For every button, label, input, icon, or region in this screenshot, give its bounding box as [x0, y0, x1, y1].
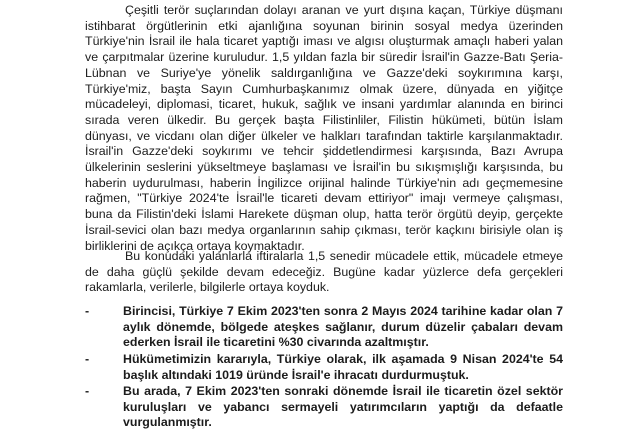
bullet-text: Hükümetimizin kararıyla, Türkiye olarak, ilk aşamada 9 Nisan 2024'te 54 başlık altındaki 1019 üründe İsrail'e ihracatı durdurmuştuk. — [123, 352, 563, 382]
bullet-item-2 — [85, 352, 563, 383]
statement-paragraph-2: Bu konudaki yalanlarla iftiralarla 1,5 senedir mücadele ettik, mücadele etmeye de daha güçlü şekilde devam edeceğiz. Bugüne kadar yüzlerce defa gerçekleri rakamlarla, verilerle, bilgilerle ortaya koyduk. — [85, 249, 563, 295]
bullet-item-3 — [85, 384, 563, 431]
bullet-dash: - — [85, 304, 90, 318]
bullet-dash: - — [85, 384, 90, 398]
statement-paragraph-1: Çeşitli terör suçlarından dolayı aranan ve yurt dışına kaçan, Türkiye düşmanı istihbarat örgütlerinin etki ajanlığına soyunan birinin sosyal medya üzerinden Türkiye'nin İsrail ile hala ticaret yaptığı iması ve algısı oluşturmak amaçlı haberi yalan ve çarpıtmalar üzerine kuruludur. 1,5 yıldan fazla bir süredir İsrail'in Gazze-Batı Şeria-Lübnan ve Suriye'ye yönelik saldırganlığına ve Gazze'deki soykırımına karşı, Türkiye'miz, başta Sayın Cumhurbaşkanımız olmak üzere, dünyada en yiğitçe mücadeleyi, diplomasi, ticaret, hukuk, sağlık ve insani yardımlar alanında en birinci sırada veren ülkedir. Bu gerçek başta Filistinliler, Filistin hükümeti, bütün İslam dünyası, ve vicdanı olan diğer ülkeler ve halkları tarafından taktirle karşılanmaktadır. İsrail'in Gazze'deki soykırımı ve tehcir şiddetlendirmesi karşısında, Bazı Avrupa ülkelerinin seslerini yükseltmeye başlaması ve İsrail'in bu sıkışmışlığı karşısında, bu haberin uydurulması, haberin İngilizce orijinal halinde Türkiye'nin adı geçmemesine rağmen, "Türkiye 2024'te İsrail'le ticareti devam ettiriyor" imajı vermeye çalışması, buna da Filistin'deki İslami Harekete düşman olup, hatta terör örgütü deyip, gerçekte İsrail-sevici olan bazı medya organlarının sahip çıkması, terör kaçkını birisiyle olan iş birliklerini de açıkça ortaya koymaktadır. — [85, 3, 563, 253]
bullet-dash: - — [85, 352, 90, 366]
bullet-text: Birincisi, Türkiye 7 Ekim 2023'ten sonra 2 Mayıs 2024 tarihine kadar olan 7 aylık dönemde, bölgede ateşkes sağlanır, durum düzelir çabaları devam ederken İsrail ile ticaretini %30 civarında azaltmıştır. — [123, 304, 563, 350]
bullet-item-1 — [85, 304, 563, 351]
bullet-text: Bu arada, 7 Ekim 2023'ten sonraki dönemde İsrail ile ticaretin özel sektör kuruluşları ve yabancı sermayeli yatırımcıların yaptığı da defaatle vurgulanmıştır. — [123, 384, 563, 430]
